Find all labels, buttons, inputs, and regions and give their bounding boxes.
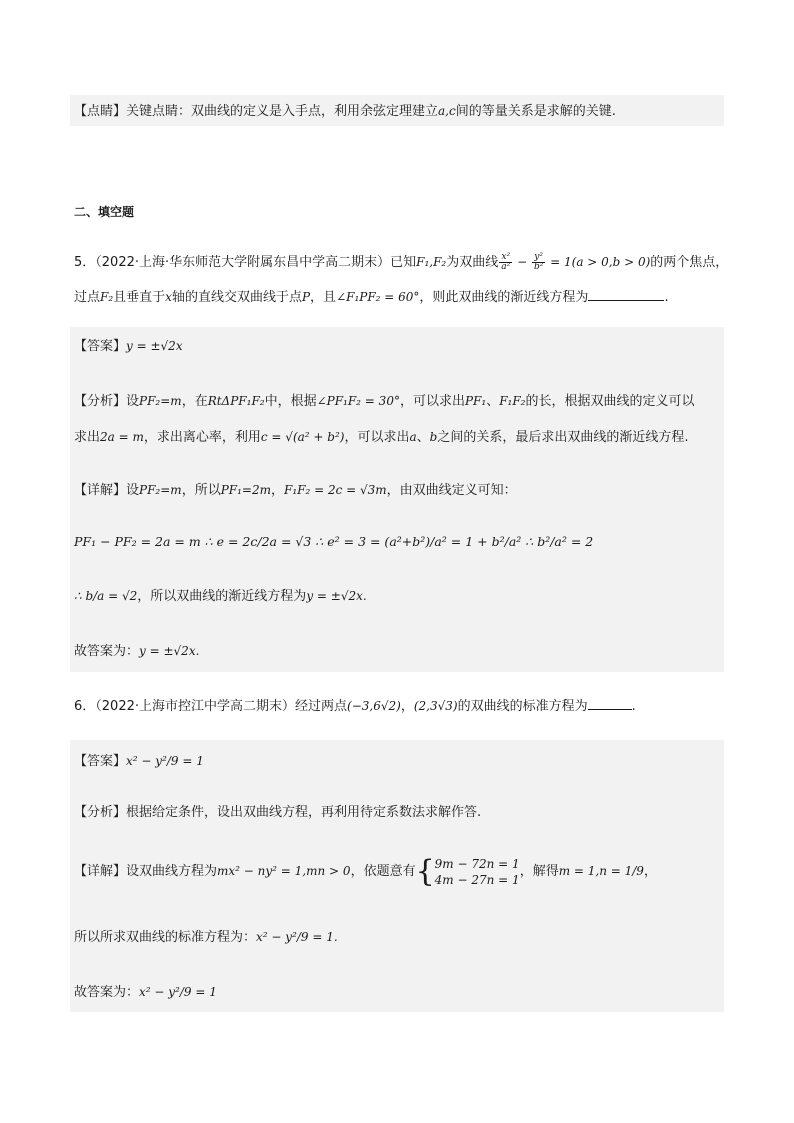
q5-f1f2-eq: F₁F₂ = 2c = √3m — [284, 483, 387, 497]
q6-period: . — [631, 699, 636, 714]
q5-detail1-b: ，所以 — [181, 483, 221, 498]
q5-foci: F₁,F₂ — [416, 255, 447, 269]
q5-answer: y = ±√2x — [126, 339, 183, 353]
q5-x-axis: x — [165, 290, 172, 304]
q6-detail1-c: ，解得 — [519, 864, 559, 879]
q5-number: 5． — [74, 255, 96, 270]
q6-comma: ， — [400, 699, 414, 714]
q5-detail-line3 — [74, 586, 367, 607]
q5-detail3-ans: y = ±√2x. — [306, 589, 367, 603]
q6-solution: m = 1,n = 1/9 — [558, 864, 644, 878]
q6-text1: 经过两点 — [295, 699, 348, 714]
q6-number: 6． — [74, 699, 96, 714]
q5-period: . — [664, 290, 669, 305]
q5-b-var: b — [429, 430, 438, 444]
q6-detail1-b: ，依题意有 — [350, 864, 416, 879]
q5-detail-line2: PF₁ − PF₂ = 2a = m ∴ e = 2c/2a = √3 ∴ e² = 3 = (a²+b²)/a² = 1 + b²/a² ∴ b²/a² = 2 — [74, 534, 594, 549]
q6-sys1: 9m − 72n = 1 — [434, 856, 520, 871]
q5-analysis-line1 — [74, 391, 695, 412]
q6-detail1-d: ， — [643, 864, 657, 879]
q5-source: （2022·上海·华东师范大学附属东昌中学高二期末） — [95, 255, 391, 270]
q6-answer: x² − y²/9 = 1 — [126, 754, 204, 768]
q6-analysis-tag: 【分析】 — [74, 805, 127, 820]
q6-answer-line — [74, 751, 204, 772]
note-text-a: 关键点睛：双曲线的定义是入手点，利用余弦定理建立 — [126, 104, 439, 119]
q5-detail1-d: ，由双曲线定义可知： — [386, 483, 517, 498]
q5-final-line — [74, 641, 199, 662]
q5-line2-c: 轴的直线交双曲线于点 — [171, 290, 302, 305]
q5-angle30: ∠PF₁F₂ = 30° — [316, 394, 400, 408]
q5-f2: F₂ — [100, 290, 114, 304]
q5-analysis2-c: ，可以求出 — [344, 430, 410, 445]
q6-source: （2022·上海市控江中学高二期末） — [95, 699, 295, 714]
q6-result-line — [74, 927, 338, 948]
q5-line2-a: 过点 — [74, 290, 101, 305]
q5-sep2: 、 — [416, 430, 430, 445]
q5-answer-tag: 【答案】 — [74, 339, 127, 354]
q5-pf1-2m: PF₁=2m — [220, 483, 271, 497]
q5-answer-blank — [588, 286, 664, 301]
q5-line1 — [74, 252, 728, 273]
q5-detail3-math: ∴ b/a = √2 — [74, 589, 138, 603]
q5-analysis2-a: 求出 — [74, 430, 101, 445]
q5-pf2m: PF₂=m — [139, 394, 182, 408]
q6-result-text: 所以所求双曲线的标准方程为： — [74, 930, 257, 945]
q5-line2-d: ，且 — [310, 290, 337, 305]
q5-a-var: a — [409, 430, 417, 444]
q6-analysis: 根据给定条件，设出双曲线方程，再利用待定系数法求解作答. — [126, 805, 482, 820]
q5-f1f2: F₁F₂ — [499, 394, 526, 408]
q5-pf1: PF₁ — [464, 394, 487, 408]
q5-text3: 的两个焦点， — [650, 255, 729, 270]
q5-analysis1-a: 设 — [126, 394, 140, 409]
q6-final: x² − y²/9 = 1 — [139, 985, 217, 999]
q5-p: P — [301, 290, 311, 304]
q5-answer-line — [74, 336, 183, 357]
q5-c-eq: c = √(a² + b²) — [260, 430, 345, 444]
q6-sys2: 4m − 27n = 1 — [434, 872, 520, 887]
q5-analysis1-b: ，在 — [181, 394, 208, 409]
q5-angle: ∠F₁PF₂ = 60° — [336, 290, 420, 304]
q5-two-a-m: 2a = m — [100, 430, 144, 444]
q5-rt: RtΔPF₁F₂ — [207, 394, 265, 408]
q5-detail1-a: 设 — [126, 483, 140, 498]
q5-detail-tag: 【详解】 — [74, 483, 127, 498]
q5-detail-pf2m: PF₂=m — [139, 483, 182, 497]
q6-answer-tag: 【答案】 — [74, 754, 127, 769]
q5-detail3-text: ，所以双曲线的渐近线方程为 — [137, 589, 307, 604]
q5-analysis2-d: 之间的关系，最后求出双曲线的渐近线方程. — [437, 430, 689, 445]
q5-analysis-line2 — [74, 427, 688, 448]
q5-text1: 已知 — [390, 255, 417, 270]
q6-system: { 9m − 72n = 1 4m − 27n = 1 — [415, 853, 520, 889]
q6-final-line — [74, 982, 217, 1003]
q5-line2-b: 且垂直于 — [113, 290, 166, 305]
q5-detail1-c: ， — [270, 483, 284, 498]
q5-eq-rest: = 1(a > 0,b > 0) — [550, 255, 651, 269]
note-tag: 【点睛】 — [74, 104, 127, 119]
q6-analysis-line — [74, 803, 481, 823]
section-title: 二、填空题 — [74, 205, 135, 219]
q5-line2-e: ，则此双曲线的渐近线方程为 — [419, 290, 589, 305]
q6-line1 — [74, 695, 636, 717]
q5-final-label: 故答案为： — [74, 644, 140, 659]
q5-text2: 为双曲线 — [446, 255, 499, 270]
q5-line2 — [74, 286, 669, 308]
q5-sep1: 、 — [486, 394, 500, 409]
q5-detail-line1 — [74, 480, 517, 501]
q6-result-eq: x² − y²/9 = 1. — [256, 930, 338, 944]
q6-detail-tag: 【详解】 — [74, 864, 127, 879]
q6-point2: (2,3√3) — [413, 699, 458, 713]
q5-analysis1-d: ，可以求出 — [399, 394, 465, 409]
q5-analysis1-c: 中，根据 — [264, 394, 317, 409]
q5-analysis-tag: 【分析】 — [74, 394, 127, 409]
q6-final-label: 故答案为： — [74, 985, 140, 1000]
q6-point1: (−3,6√2) — [347, 699, 401, 713]
q6-answer-blank — [588, 695, 632, 710]
q5-hyperbola-eq: $\frac{\text{x²}}{\text{a²}}$ − $\frac{\text{y²}}{\text{b²}}$ = 1(a > 0,b > 0) — [501, 252, 651, 272]
note-text-b: 间的等量关系是求解的关键. — [455, 104, 616, 119]
q5-analysis1-e: 的长，根据双曲线的定义可以 — [525, 394, 695, 409]
note-line — [74, 101, 616, 122]
q5-final: y = ±√2x. — [139, 644, 200, 658]
q6-detail-line — [74, 853, 657, 890]
q6-text2: 的双曲线的标准方程为 — [457, 699, 588, 714]
q6-eq-form: mx² − ny² = 1,mn > 0 — [217, 864, 351, 878]
q5-analysis2-b: ，求出离心率，利用 — [143, 430, 261, 445]
q6-detail1-a: 设双曲线方程为 — [126, 864, 218, 879]
note-math-ac: a,c — [438, 104, 456, 118]
